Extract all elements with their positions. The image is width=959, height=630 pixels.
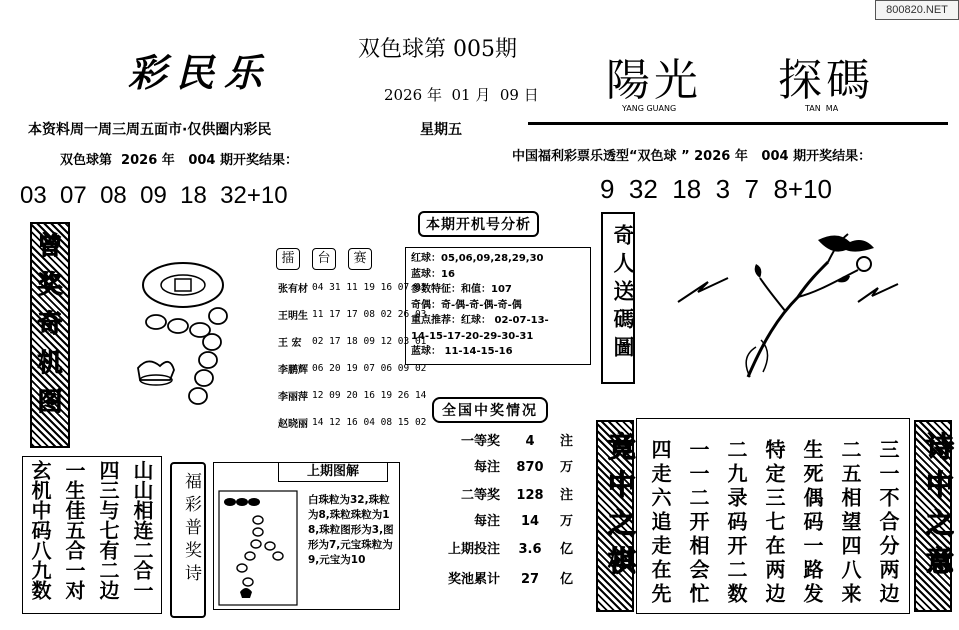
analysis-line: 蓝球：16 — [411, 268, 455, 280]
poem-column: 特定三七在两边 — [762, 439, 786, 607]
arena-title-char: 擂 — [276, 248, 300, 270]
player-numbers: 04 31 11 19 16 07 01 — [312, 282, 427, 293]
prize-value: 4 — [525, 434, 535, 449]
poem-column: 二九录码开二数 — [724, 439, 748, 607]
poem-label: 福彩普奖诗 — [181, 472, 201, 587]
hint-box-right — [914, 420, 955, 612]
bird-tree-illustration — [668, 222, 918, 382]
player-name: 李鹏辉 — [278, 365, 308, 376]
poem-column: 生死偶码一路发 — [800, 439, 824, 607]
player-numbers: 02 17 18 09 12 03 01 — [312, 336, 427, 347]
watermark: 800820.NET — [875, 0, 959, 20]
prize-label: 每注 — [473, 460, 500, 475]
prize-unit: 亿 — [560, 572, 574, 587]
last-puzzle-title: 上期图解 — [278, 462, 388, 482]
arena-title-char: 台 — [312, 248, 336, 270]
pinyin-2: TAN MA — [805, 104, 839, 113]
prize-label: 二等奖 — [460, 488, 500, 503]
secret-box-title: 曾奖奇机图 — [34, 232, 63, 427]
last-puzzle-text: 白珠粒为32,珠粒为8,珠粒珠粒为18,珠粒图形为3,图形为7,元宝珠粒为9,元宝为10 — [308, 494, 394, 566]
analysis-line: 重点推荐：红球： 02-07-13- — [411, 315, 549, 326]
left-result-label: 双色球第 2026 年 004 期开奖结果： — [60, 153, 298, 168]
poem-column: 山山相连二合一 — [130, 460, 154, 600]
strange-box — [601, 212, 635, 384]
prize-title: 全国中奖情况 — [432, 397, 548, 423]
poem-column: 四三与七有二边 — [96, 460, 120, 600]
poem-column: 一一二开相会忙 — [686, 439, 710, 607]
notice-text: 本资料周一周三周五面市·仅供圈内彩民 — [28, 122, 272, 138]
player-name: 王明生 — [278, 311, 308, 322]
prize-row — [428, 510, 603, 529]
left-result-numbers: 03 07 08 09 18 32+10 — [20, 182, 288, 209]
coins-illustration — [128, 250, 248, 440]
poem-column: 三一不合分两边 — [876, 439, 900, 607]
player-numbers: 11 17 17 08 02 26 03 — [312, 309, 427, 320]
table-row — [276, 409, 428, 436]
right-result-numbers: 9 32 18 3 7 8+10 — [600, 174, 833, 204]
player-numbers: 06 20 19 07 06 09 02 — [312, 363, 427, 374]
analysis-line: 14-15-17-20-29-30-31 — [411, 330, 534, 342]
analysis-line: 参数特征：和值：107 — [411, 284, 512, 295]
prize-value: 3.6 — [518, 542, 542, 557]
strange-box-title: 奇人送碼圖 — [611, 224, 635, 364]
prize-row — [428, 456, 603, 475]
prize-value: 14 — [520, 514, 540, 529]
analysis-line: 蓝球： 11-14-15-16 — [411, 346, 513, 357]
poem-column: 玄机中码八九数 — [28, 460, 52, 600]
poem-right-box — [636, 418, 910, 614]
pinyin-1: YANG GUANG — [622, 104, 677, 113]
prize-value: 128 — [516, 488, 544, 503]
hint-box-left-title: 竟中之棋 — [604, 432, 637, 584]
prize-unit: 万 — [560, 514, 574, 529]
analysis-title: 本期开机号分析 — [418, 211, 539, 237]
puzzle-illustration — [218, 490, 300, 608]
hint-box-right-title: 诗中之意 — [922, 432, 955, 584]
prize-value: 27 — [520, 572, 540, 587]
player-name: 赵晓丽 — [278, 419, 308, 430]
issue-date: 2026 年 01 月 09 日 — [384, 86, 539, 104]
prize-value: 870 — [516, 460, 544, 475]
right-result-label: 中国福利彩票乐透型“双色球 ” 2026 年 004 期开奖结果： — [512, 149, 872, 164]
header-divider — [528, 122, 948, 125]
prize-label: 上期投注 — [447, 542, 500, 557]
player-name: 张有材 — [278, 284, 308, 295]
analysis-line: 红球：05,06,09,28,29,30 — [411, 253, 544, 264]
issue-title: 双色球第 005期 — [358, 37, 517, 62]
brand-right-1: 陽光 — [606, 55, 702, 106]
prize-row — [428, 538, 603, 557]
player-numbers: 12 09 20 16 19 26 14 — [312, 390, 427, 401]
prize-label: 奖池累计 — [447, 572, 500, 587]
prize-unit: 注 — [560, 434, 574, 449]
prize-unit: 亿 — [560, 542, 574, 557]
hint-box-left — [596, 420, 637, 612]
prize-row — [428, 568, 603, 587]
player-name: 王 宏 — [278, 338, 302, 349]
brand-right-2: 探碼 — [778, 55, 874, 106]
analysis-box — [405, 247, 591, 365]
arena-title-char: 赛 — [348, 248, 372, 270]
prize-label: 一等奖 — [460, 434, 500, 449]
prize-label: 每注 — [473, 514, 500, 529]
poem-column: 二五相望四八来 — [838, 439, 862, 607]
player-numbers: 14 12 16 04 08 15 02 — [312, 417, 427, 428]
brand-left: 彩民乐 — [128, 50, 273, 95]
analysis-line: 奇偶：奇-偶-奇-偶-奇-偶 — [411, 299, 522, 311]
weekday: 星期五 — [420, 122, 462, 138]
arena-title — [276, 247, 372, 270]
prize-table — [428, 430, 604, 600]
poem-label-box — [170, 462, 206, 618]
poem-left-box — [22, 456, 162, 614]
prize-row — [428, 430, 603, 449]
player-name: 李丽萍 — [278, 392, 308, 403]
poem-column: 一生佳五合一对 — [62, 460, 86, 600]
table-row — [276, 382, 428, 409]
secret-box — [30, 222, 70, 448]
prize-unit: 万 — [560, 460, 574, 475]
prize-unit: 注 — [560, 488, 574, 503]
poem-column: 四走六追走在先 — [648, 439, 672, 607]
prize-row — [428, 484, 603, 503]
